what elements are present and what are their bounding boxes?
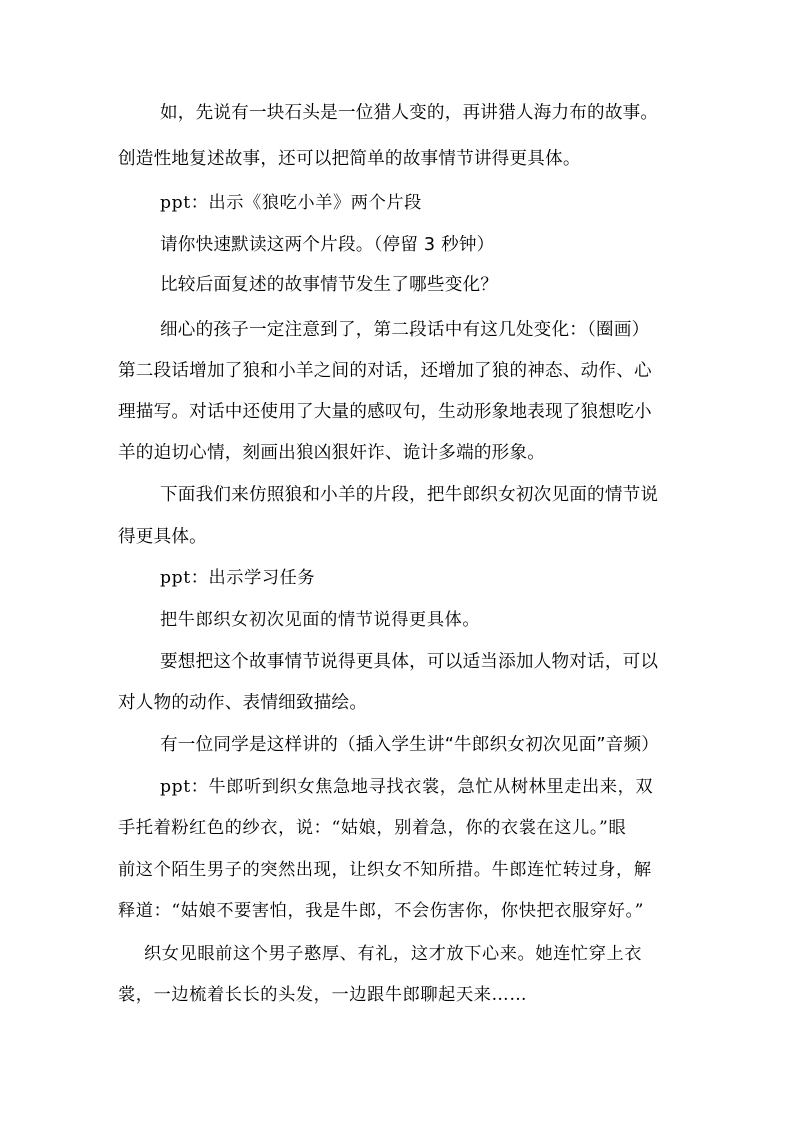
paragraph-line: 细心的孩子一定注意到了，第二段话中有这几处变化：（圈画）: [160, 320, 650, 340]
ppt-line: ppt：牛郎听到织女焦急地寻找衣裳，急忙从树林里走出来，双: [160, 777, 654, 797]
story-line: 手托着粉红色的纱衣，说：“姑娘，别着急，你的衣裳在这儿。”眼: [118, 818, 627, 838]
story-line: 裳，一边梳着长长的头发，一边跟牛郎聊起天来……: [118, 985, 528, 1005]
paragraph-line: 羊的迫切心情，刻画出狼凶狠奸诈、诡计多端的形象。: [118, 443, 546, 463]
ppt-line: ppt：出示《狼吃小羊》两个片段: [160, 193, 422, 213]
task-line: 把牛郎织女初次见面的情节说得更具体。: [160, 610, 481, 630]
paragraph-line: 得更具体。: [118, 527, 207, 547]
paragraph-line: 比较后面复述的故事情节发生了哪些变化？: [160, 275, 499, 295]
paragraph-line: 要想把这个故事情节说得更具体，可以适当添加人物对话，可以: [160, 652, 659, 672]
paragraph-line: 创造性地复述故事，还可以把简单的故事情节讲得更具体。: [118, 149, 581, 169]
paragraph-line: 如，先说有一块石头是一位猎人变的，再讲猎人海力布的故事。: [160, 103, 659, 123]
paragraph-line: 第二段话增加了狼和小羊之间的对话，还增加了狼的神态、动作、心: [118, 361, 652, 381]
paragraph-line: 请你快速默读这两个片段。（停留 3 秒钟）: [160, 235, 495, 255]
story-line: 前这个陌生男子的突然出现，让织女不知所措。牛郎连忙转过身，解: [118, 860, 652, 880]
paragraph-line: 理描写。对话中还使用了大量的感叹句，生动形象地表现了狼想吃小: [118, 402, 652, 422]
paragraph-line: 有一位同学是这样讲的（插入学生讲“牛郎织女初次见面”音频）: [160, 735, 660, 755]
paragraph-line: 对人物的动作、表情细致描绘。: [118, 693, 368, 713]
story-line: 织女见眼前这个男子憨厚、有礼，这才放下心来。她连忙穿上衣: [144, 944, 643, 964]
ppt-line: ppt：出示学习任务: [160, 568, 316, 588]
story-line: 释道：“姑娘不要害怕，我是牛郎，不会伤害你，你快把衣服穿好。”: [118, 901, 645, 921]
paragraph-line: 下面我们来仿照狼和小羊的片段，把牛郎织女初次见面的情节说: [160, 485, 659, 505]
